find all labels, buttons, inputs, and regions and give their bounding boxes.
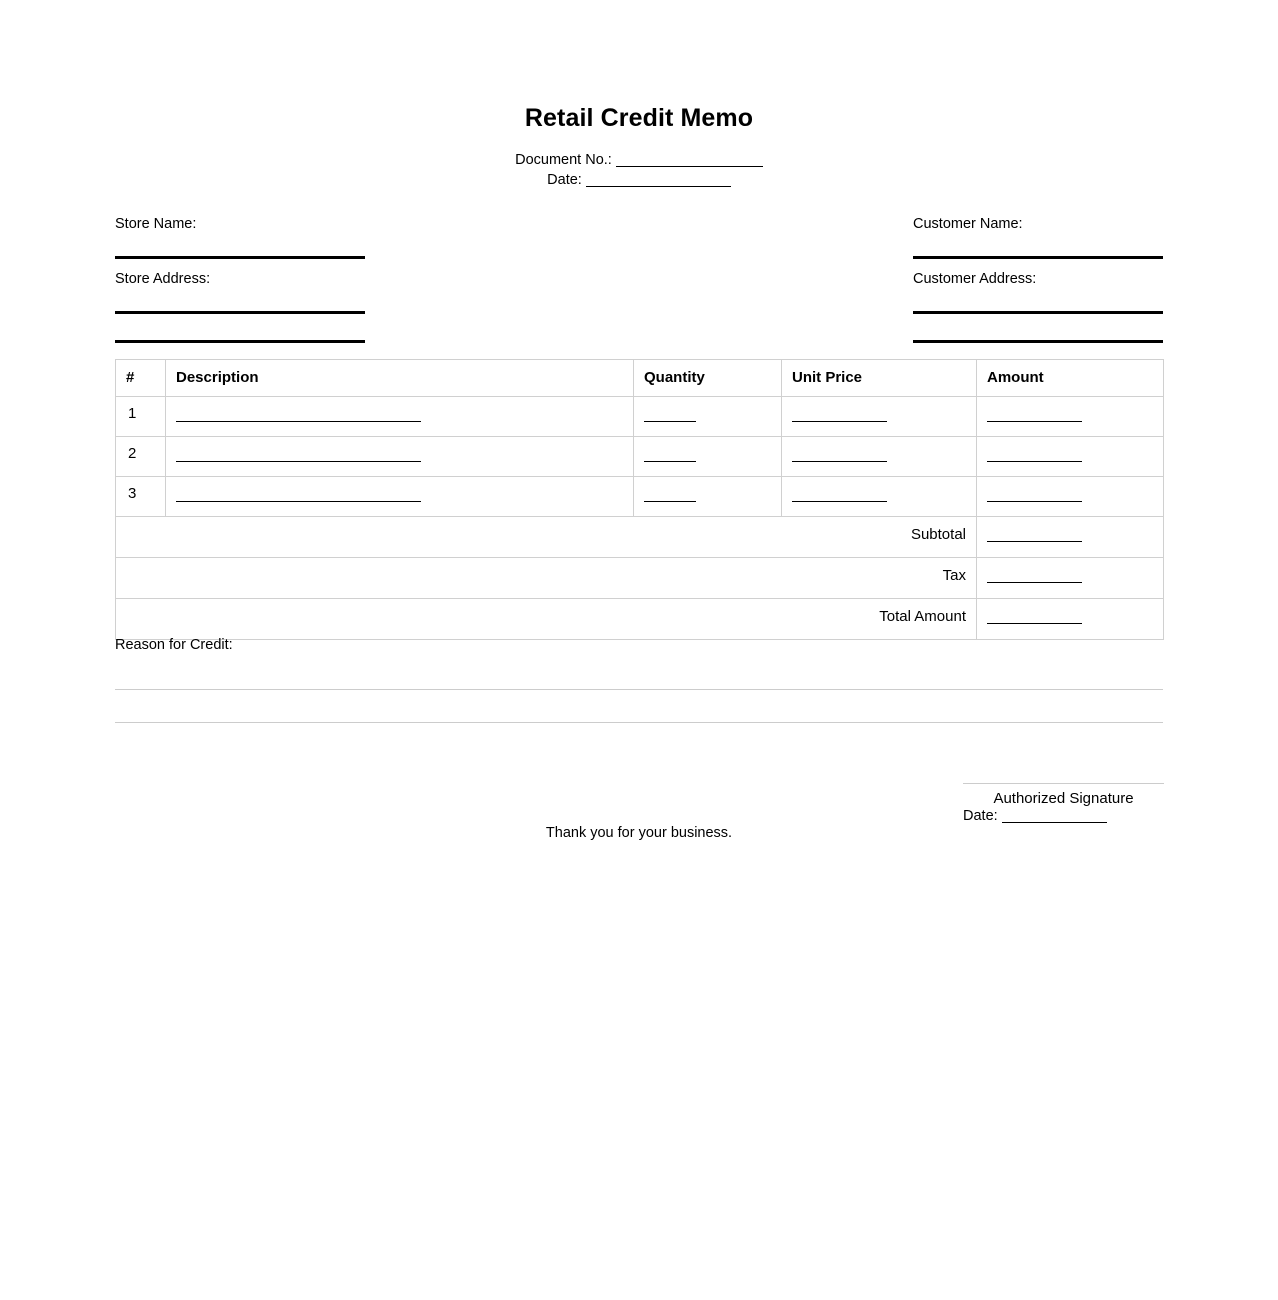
row-2-description-field[interactable] bbox=[176, 445, 421, 462]
store-name-spacer bbox=[115, 232, 365, 256]
row-1-quantity-cell[interactable] bbox=[634, 397, 782, 437]
table-row bbox=[116, 477, 1164, 517]
row-2-amount-cell[interactable] bbox=[977, 437, 1164, 477]
row-2-quantity-field[interactable] bbox=[644, 445, 696, 462]
customer-address-spacer-2 bbox=[913, 314, 1163, 340]
customer-address-field-line-2[interactable] bbox=[913, 340, 1163, 343]
store-address-label: Store Address: bbox=[115, 271, 211, 287]
document-meta bbox=[0, 150, 1278, 190]
store-name-label: Store Name: bbox=[115, 216, 197, 232]
column-header-unit-price: Unit Price bbox=[782, 360, 977, 397]
row-3-description-cell[interactable] bbox=[166, 477, 634, 517]
total-amount-row bbox=[116, 599, 1164, 640]
row-1-quantity-field[interactable] bbox=[644, 405, 696, 422]
table-row bbox=[116, 437, 1164, 477]
row-number-3: 3 bbox=[116, 477, 166, 517]
row-3-amount-field[interactable] bbox=[987, 485, 1082, 502]
reason-for-credit-field-line-2[interactable] bbox=[115, 722, 1163, 723]
document-date-label: Date: bbox=[547, 172, 586, 188]
store-spacer-a bbox=[115, 259, 365, 271]
row-3-quantity-cell[interactable] bbox=[634, 477, 782, 517]
row-3-quantity-field[interactable] bbox=[644, 485, 696, 502]
document-no-field[interactable] bbox=[616, 166, 763, 167]
footer-note: Thank you for your business. bbox=[545, 825, 733, 841]
tax-label: Tax bbox=[116, 558, 977, 599]
row-2-description-cell[interactable] bbox=[166, 437, 634, 477]
row-2-unit-price-cell[interactable] bbox=[782, 437, 977, 477]
reason-for-credit-field-line-1[interactable] bbox=[115, 689, 1163, 690]
column-header-description: Description bbox=[166, 360, 634, 397]
signature-block bbox=[963, 783, 1164, 824]
customer-spacer-a bbox=[913, 259, 1163, 271]
row-1-amount-cell[interactable] bbox=[977, 397, 1164, 437]
document-date-field[interactable] bbox=[586, 186, 731, 187]
row-3-amount-cell[interactable] bbox=[977, 477, 1164, 517]
tax-field[interactable] bbox=[987, 566, 1082, 583]
store-address-spacer-2 bbox=[115, 314, 365, 340]
document-no-row bbox=[0, 150, 1278, 170]
tax-value-cell[interactable] bbox=[977, 558, 1164, 599]
row-1-description-cell[interactable] bbox=[166, 397, 634, 437]
page-title: Retail Credit Memo bbox=[524, 104, 754, 132]
column-header-number: # bbox=[116, 360, 166, 397]
customer-name-label: Customer Name: bbox=[913, 216, 1023, 232]
row-1-unit-price-field[interactable] bbox=[792, 405, 887, 422]
customer-address-spacer bbox=[913, 287, 1163, 311]
row-1-unit-price-cell[interactable] bbox=[782, 397, 977, 437]
column-header-quantity: Quantity bbox=[634, 360, 782, 397]
subtotal-label: Subtotal bbox=[116, 517, 977, 558]
row-2-amount-field[interactable] bbox=[987, 445, 1082, 462]
row-2-unit-price-field[interactable] bbox=[792, 445, 887, 462]
document-no-label: Document No.: bbox=[515, 152, 616, 168]
column-header-amount: Amount bbox=[977, 360, 1164, 397]
subtotal-row bbox=[116, 517, 1164, 558]
store-info-block bbox=[115, 216, 365, 343]
row-number-1: 1 bbox=[116, 397, 166, 437]
reason-for-credit-label: Reason for Credit: bbox=[115, 637, 233, 653]
row-1-description-field[interactable] bbox=[176, 405, 421, 422]
row-3-description-field[interactable] bbox=[176, 485, 421, 502]
row-3-unit-price-field[interactable] bbox=[792, 485, 887, 502]
customer-info-block bbox=[913, 216, 1163, 343]
customer-name-spacer bbox=[913, 232, 1163, 256]
store-address-spacer bbox=[115, 287, 365, 311]
customer-address-label: Customer Address: bbox=[913, 271, 1037, 287]
signature-date-label: Date: bbox=[963, 808, 1002, 824]
signature-date-field[interactable] bbox=[1002, 822, 1107, 823]
line-items-table bbox=[115, 359, 1164, 640]
document-date-row bbox=[0, 170, 1278, 190]
total-amount-value-cell[interactable] bbox=[977, 599, 1164, 640]
total-amount-field[interactable] bbox=[987, 607, 1082, 624]
subtotal-field[interactable] bbox=[987, 525, 1082, 542]
store-address-field-line-2[interactable] bbox=[115, 340, 365, 343]
table-row bbox=[116, 397, 1164, 437]
tax-row bbox=[116, 558, 1164, 599]
table-header-row bbox=[116, 360, 1164, 397]
authorized-signature-label: Authorized Signature bbox=[993, 790, 1134, 807]
subtotal-value-cell[interactable] bbox=[977, 517, 1164, 558]
total-amount-label: Total Amount bbox=[116, 599, 977, 640]
row-1-amount-field[interactable] bbox=[987, 405, 1082, 422]
row-3-unit-price-cell[interactable] bbox=[782, 477, 977, 517]
signature-date-row bbox=[963, 808, 1164, 824]
row-number-2: 2 bbox=[116, 437, 166, 477]
row-2-quantity-cell[interactable] bbox=[634, 437, 782, 477]
